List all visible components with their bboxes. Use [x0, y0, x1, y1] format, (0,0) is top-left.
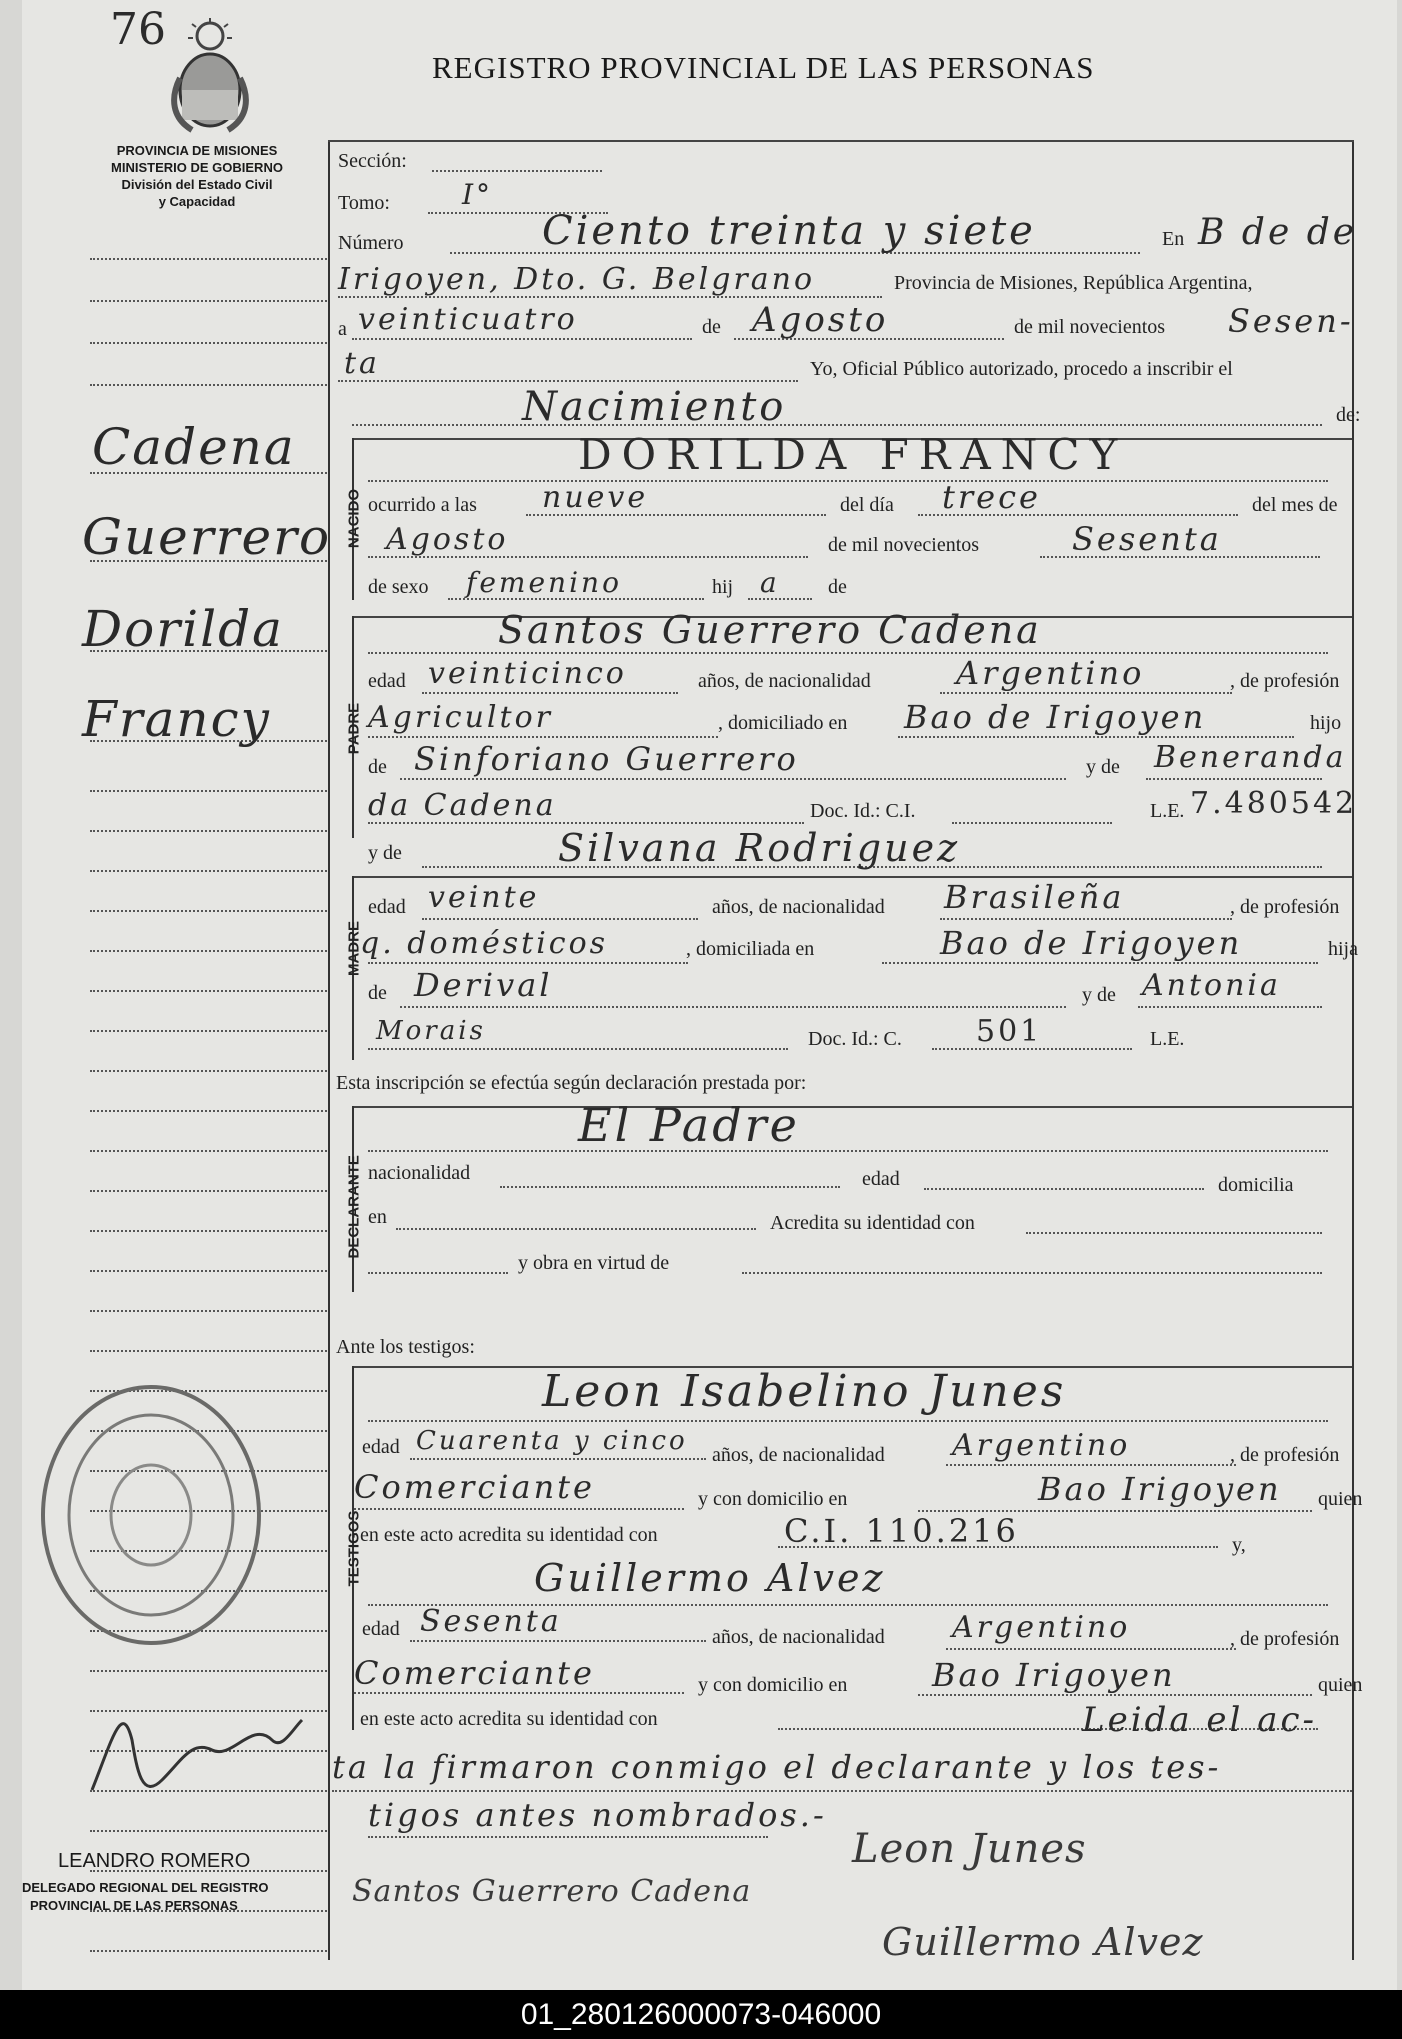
padre-y-de-label: y de [1086, 756, 1120, 778]
testigo-2-name: Guillermo Alvez [534, 1556, 886, 1600]
madre-dom-label: , domiciliada en [686, 938, 815, 960]
official-seal-icon [36, 1380, 266, 1650]
year-label: de mil novecientos [1014, 316, 1166, 338]
month-value: Agosto [752, 300, 889, 340]
testigo-2-domicilio: Bao Irigoyen [932, 1656, 1176, 1694]
testigo-1-nacionalidad: Argentino [952, 1428, 1131, 1463]
frame-left-border [328, 140, 330, 1960]
a-label: a [338, 318, 347, 340]
padre-de-label: de [368, 756, 387, 778]
testigos-section-label: TESTIGOS [345, 1510, 363, 1587]
madre-de-label: de [368, 982, 387, 1004]
padre-le-label: L.E. [1150, 800, 1185, 822]
official-title-2: PROVINCIAL DE LAS PERSONAS [30, 1898, 238, 1913]
year-value: Sesen- [1228, 302, 1354, 340]
del-mes-label: del mes de [1252, 494, 1338, 516]
nacido-anio: Sesenta [1072, 520, 1222, 558]
madre-profesion: q. domésticos [360, 926, 609, 961]
testigo-2-dom-label: y con domicilio en [698, 1674, 848, 1696]
padre-name: Santos Guerrero Cadena [498, 608, 1042, 652]
madre-top-border [352, 876, 1352, 878]
oficial-text: Yo, Oficial Público autorizado, procedo a inscribir el [810, 358, 1233, 380]
testigo-2-prof-label: , de profesión [1230, 1628, 1340, 1650]
madre-hija-label: hija [1328, 938, 1358, 960]
closing-line-1: Leida el ac- [1082, 1700, 1318, 1740]
footer-code-bar [0, 1990, 1402, 2039]
margin-given-name-1: Dorilda [82, 600, 284, 658]
declarante-name: El Padre [578, 1098, 800, 1152]
testigo-2-profesion: Comerciante [354, 1654, 595, 1692]
padre-nac-label: años, de nacionalidad [698, 670, 871, 692]
margin-signature [72, 1680, 312, 1820]
padre-dom-label: , domiciliado en [718, 712, 848, 734]
padre-doc-label: Doc. Id.: C.I. [810, 800, 916, 822]
madre-y-de-label: y de [368, 842, 402, 864]
official-name: LEANDRO ROMERO [58, 1850, 251, 1872]
madre-y-de2-label: y de [1082, 984, 1116, 1006]
padre-profesion: Agricultor [368, 700, 553, 735]
testigo-2-edad: Sesenta [420, 1604, 562, 1639]
register-sheet [22, 0, 1397, 1990]
nacido-dia: trece [942, 478, 1041, 516]
testigo-1-edad: Cuarenta y cinco [416, 1426, 688, 1456]
document-title: REGISTRO PROVINCIAL DE LAS PERSONAS [432, 50, 1095, 85]
numero-value: Ciento treinta y siete [542, 208, 1036, 254]
padre-nacionalidad: Argentino [956, 654, 1145, 692]
testigo-1-profesion: Comerciante [354, 1468, 595, 1506]
nacido-hora: nueve [542, 480, 649, 515]
ocurrido-label: ocurrido a las [368, 494, 477, 516]
de-label-1: de [702, 316, 721, 338]
testigo-1-name: Leon Isabelino Junes [542, 1366, 1067, 1417]
margin-given-name-2: Francy [82, 690, 271, 748]
signature-leon-junes: Leon Junes [852, 1826, 1087, 1872]
org-division: División del Estado Civil [121, 177, 273, 192]
declarante-section-label: DECLARANTE [345, 1155, 363, 1259]
closing-line-3: tigos antes nombrados.- [368, 1796, 827, 1834]
padre-edad-label: edad [368, 670, 406, 692]
testigo-y-label: y, [1232, 1534, 1246, 1556]
year-value-cont: ta [344, 346, 380, 381]
declarante-en-label: en [368, 1206, 387, 1228]
nacido-mes: Agosto [386, 522, 509, 557]
madre-doc-value: 501 [976, 1014, 1043, 1049]
testigo-2-nacionalidad: Argentino [952, 1610, 1131, 1645]
testigo-1-acredita-label: en este acto acredita su identidad con [360, 1524, 658, 1546]
issuing-organization [82, 142, 312, 210]
testigo-1-prof-label: , de profesión [1230, 1444, 1340, 1466]
margin-surname-1: Cadena [92, 418, 296, 476]
en-value: B de de [1198, 212, 1358, 253]
testigo-2-nac-label: años, de nacionalidad [712, 1626, 885, 1648]
declarante-nac-label: nacionalidad [368, 1162, 471, 1184]
padre-domicilio: Bao de Irigoyen [904, 698, 1207, 736]
declarante-top-border [352, 1106, 1352, 1108]
seccion-label: Sección: [338, 150, 407, 172]
padre-madre-de-2: da Cadena [368, 788, 557, 823]
acta-type-value: Nacimiento [522, 384, 787, 430]
madre-edad-label: edad [368, 896, 406, 918]
declarante-acredita-label: Acredita su identidad con [770, 1212, 975, 1234]
hij-label: hij [712, 576, 734, 598]
de-colon-label: de: [1336, 404, 1361, 426]
tomo-value: I° [462, 178, 494, 211]
declarante-edad-label: edad [862, 1168, 900, 1190]
page-number: 76 [110, 4, 166, 55]
del-dia-label: del día [840, 494, 894, 516]
place-value: Irigoyen, Dto. G. Belgrano [338, 262, 816, 297]
testigo-1-id: C.I. 110.216 [784, 1512, 1019, 1550]
testigo-1-dom-label: y con domicilio en [698, 1488, 848, 1510]
en-label: En [1162, 228, 1185, 250]
madre-doc-label: Doc. Id.: C. [808, 1028, 902, 1050]
coat-of-arms-icon [162, 18, 258, 136]
madre-nac-label: años, de nacionalidad [712, 896, 885, 918]
signature-santos-guerrero: Santos Guerrero Cadena [352, 1874, 752, 1909]
nacido-sexo: femenino [466, 566, 622, 599]
provincia-text: Provincia de Misiones, República Argentina, [894, 272, 1253, 294]
org-ministry: MINISTERIO DE GOBIERNO [111, 160, 283, 175]
nacido-name: DORILDA FRANCY [578, 430, 1128, 479]
madre-le-label: L.E. [1150, 1028, 1185, 1050]
madre-padre-de: Derival [414, 966, 553, 1004]
testigo-1-nac-label: años, de nacionalidad [712, 1444, 885, 1466]
padre-padre-de: Sinforiano Guerrero [414, 740, 799, 778]
org-province: PROVINCIA DE MISIONES [116, 143, 278, 158]
madre-nacionalidad: Brasileña [944, 878, 1125, 916]
padre-edad: veinticinco [428, 656, 627, 691]
declarante-intro: Esta inscripción se efectúa según declaración prestada por: [336, 1072, 807, 1094]
signature-guillermo-alvez: Guillermo Alvez [882, 1920, 1204, 1964]
official-title-1: DELEGADO REGIONAL DEL REGISTRO [22, 1880, 269, 1895]
testigo-2-acredita-label: en este acto acredita su identidad con [360, 1708, 658, 1730]
padre-prof-label: , de profesión [1230, 670, 1340, 692]
nacido-hij-suffix: a [760, 566, 780, 599]
declarante-obra-label: y obra en virtud de [518, 1252, 670, 1274]
org-capacity: y Capacidad [158, 194, 236, 209]
testigo-1-edad-label: edad [362, 1436, 400, 1458]
madre-prof-label: , de profesión [1230, 896, 1340, 918]
madre-domicilio: Bao de Irigoyen [940, 924, 1243, 962]
nacido-mil-label: de mil novecientos [828, 534, 980, 556]
day-value: veinticuatro [358, 302, 578, 337]
madre-edad: veinte [428, 880, 540, 915]
madre-madre-de-2: Morais [376, 1016, 486, 1046]
frame-top-border [328, 140, 1354, 142]
testigo-1-domicilio: Bao Irigoyen [1038, 1470, 1282, 1508]
padre-section-label: PADRE [345, 702, 363, 755]
sexo-label: de sexo [368, 576, 429, 598]
tomo-label: Tomo: [338, 192, 390, 214]
madre-name: Silvana Rodriguez [558, 826, 961, 870]
madre-madre-de-1: Antonia [1142, 968, 1281, 1003]
testigo-1-quien-label: quien [1318, 1488, 1363, 1510]
padre-hijo-label: hijo [1310, 712, 1342, 734]
testigo-2-edad-label: edad [362, 1618, 400, 1640]
nacido-de-label: de [828, 576, 847, 598]
padre-le-value: 7.480542 [1190, 786, 1358, 821]
padre-madre-de-1: Beneranda [1154, 740, 1347, 775]
madre-section-label: MADRE [345, 921, 363, 976]
footer-code: 01_280126000073-046000 [520, 1998, 882, 2031]
testigo-2-quien-label: quien [1318, 1674, 1363, 1696]
declarante-dom-label: domicilia [1218, 1174, 1294, 1196]
margin-surname-2: Guerrero [82, 508, 332, 566]
nacido-section-label: NACIDO [345, 488, 363, 549]
closing-line-2: ta la firmaron conmigo el declarante y los tes- [332, 1748, 1222, 1786]
testigos-intro: Ante los testigos: [336, 1336, 475, 1358]
numero-label: Número [338, 232, 404, 254]
